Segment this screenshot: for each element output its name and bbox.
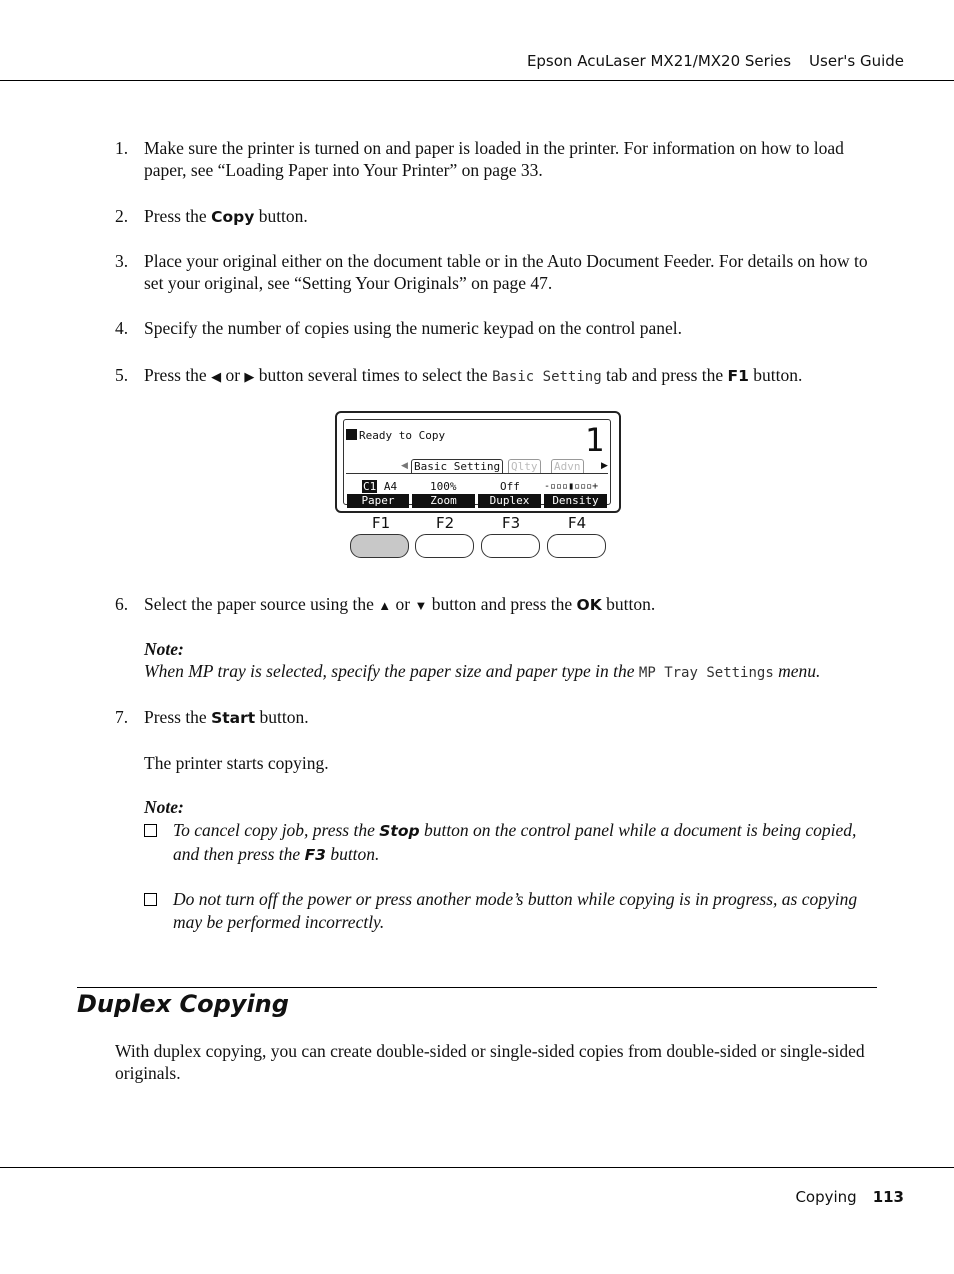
step-text: [144, 364, 880, 388]
ok-button-ref: OK: [576, 596, 602, 614]
step-text-pre: Press the: [144, 365, 212, 385]
bullet-text: Do not turn off the power or press another mode’s button while copying is in progress, as copying may be performed incorrectly.: [173, 889, 858, 932]
basic-setting-tab-ref: Basic Setting: [492, 369, 602, 385]
lcd-f3-label: Duplex: [478, 494, 541, 508]
step-7: [115, 706, 880, 774]
header-product: Epson AcuLaser MX21/MX20 Series: [526, 52, 792, 70]
step-text: [144, 205, 880, 228]
lcd-duplex-value: Off: [500, 480, 520, 493]
step-text: [144, 706, 880, 729]
step-number: 4.: [115, 318, 129, 338]
header-guide: User's Guide: [809, 52, 904, 70]
step-text-pre: Press the: [144, 206, 212, 226]
f4-key-label: F4: [568, 514, 587, 532]
note-bullet-2: [144, 888, 884, 934]
step-text: [144, 593, 880, 617]
lcd-copy-count: 1: [584, 421, 604, 459]
step-text-or: or: [221, 365, 245, 385]
lcd-status: [346, 429, 445, 442]
lcd-density-value: -▫▫▫▮▫▫▫+: [544, 481, 599, 492]
down-arrow-icon: ▼: [414, 598, 428, 613]
tray-badge: C1: [363, 480, 377, 493]
page-header: [0, 0, 954, 81]
mp-tray-settings-ref: MP Tray Settings: [638, 665, 774, 681]
note-bullet-1: [144, 819, 884, 867]
lcd-screen: [343, 419, 611, 505]
step-2: [115, 205, 880, 228]
step-text-post: button.: [255, 707, 309, 727]
lcd-tray-value: [362, 480, 397, 493]
note-mp-tray: [144, 638, 884, 684]
step-number: 6.: [115, 594, 129, 614]
paper-value: A4: [383, 480, 398, 493]
lcd-f4-label: Density: [544, 494, 607, 508]
step-text: Make sure the printer is turned on and paper is loaded in the printer. For information on how to load paper, see “Loading Paper into Your Printer” on page 33.: [144, 138, 844, 180]
copy-mode-icon: [346, 429, 357, 440]
lcd-tab-line: [346, 473, 608, 474]
f3-key-label: F3: [502, 514, 521, 532]
footer-rule: [0, 1167, 954, 1168]
step-text-post: button.: [748, 365, 803, 385]
up-arrow-icon: ▲: [378, 598, 392, 613]
lcd-zoom-value: 100%: [430, 480, 457, 493]
step-5: [115, 364, 880, 388]
step-1: [115, 137, 880, 181]
tab-left-arrow-icon: ◀: [401, 460, 408, 470]
step-text-mid: button and press the: [427, 594, 577, 614]
lcd-tab-advn: Advn: [551, 459, 584, 474]
note-text-post: menu.: [773, 661, 821, 681]
step-text: Specify the number of copies using the numeric keypad on the control panel.: [144, 318, 682, 338]
step-text-mid2: tab and press the: [601, 365, 728, 385]
stop-button-ref: Stop: [379, 822, 420, 840]
checkbox-bullet-icon: [144, 824, 157, 837]
f3-key: [481, 534, 540, 558]
lcd-frame: [335, 411, 621, 513]
note-text-pre: When MP tray is selected, specify the paper size and paper type in the: [144, 661, 639, 681]
step-number: 7.: [115, 707, 129, 727]
section-title: Duplex Copying: [77, 990, 289, 1018]
step-text-post: button.: [254, 206, 308, 226]
lcd-status-text: Ready to Copy: [359, 429, 446, 442]
note-copying: [144, 796, 884, 818]
f3-button-ref: F3: [304, 846, 326, 864]
step-3: [115, 250, 880, 294]
start-button-ref: Start: [211, 709, 256, 727]
lcd-tab-basic-setting: Basic Setting: [411, 459, 503, 474]
page-footer: [795, 1188, 904, 1206]
step-number: 5.: [115, 365, 129, 385]
step-number: 1.: [115, 138, 129, 158]
step-result: The printer starts copying.: [144, 753, 329, 773]
step-text-pre: Select the paper source using the: [144, 594, 379, 614]
footer-chapter: Copying: [795, 1188, 857, 1206]
tab-right-arrow-icon: ▶: [601, 460, 608, 470]
right-arrow-icon: ▶: [244, 369, 255, 384]
step-text-pre: Press the: [144, 707, 212, 727]
page-number: 113: [872, 1188, 904, 1206]
step-number: 3.: [115, 251, 129, 271]
f1-key: [350, 534, 409, 558]
step-6: [115, 593, 880, 617]
bullet-text: [173, 819, 884, 867]
section-rule: [77, 987, 877, 988]
left-arrow-icon: ◀: [211, 369, 222, 384]
step-text-post: button.: [601, 594, 656, 614]
copy-button-ref: Copy: [211, 208, 255, 226]
f1-button-ref: F1: [727, 367, 749, 385]
section-body: With duplex copying, you can create double-sided or single-sided copies from double-sided or single-sided originals.: [115, 1041, 865, 1083]
bullet-text-mid: button on the control panel while a document is being copied, and then press the: [173, 820, 857, 864]
f2-key: [415, 534, 474, 558]
step-text: Place your original either on the document table or in the Auto Document Feeder. For details on how to set your original, see “Setting Your Originals” on page 47.: [144, 251, 868, 293]
lcd-f1-label: Paper: [347, 494, 409, 508]
step-number: 2.: [115, 206, 129, 226]
f1-key-label: F1: [372, 514, 391, 532]
lcd-tab-qlty: Qlty: [508, 459, 541, 474]
control-panel-illustration: [335, 411, 621, 563]
step-4: [115, 317, 880, 339]
bullet-text-pre: To cancel copy job, press the: [173, 820, 380, 840]
step-text-mid: button several times to select the: [254, 365, 493, 385]
checkbox-bullet-icon: [144, 893, 157, 906]
lcd-f2-label: Zoom: [412, 494, 475, 508]
note-text: [144, 660, 884, 684]
bullet-text-post: button.: [325, 844, 380, 864]
step-text-or: or: [391, 594, 415, 614]
f4-key: [547, 534, 606, 558]
note-title: Note:: [144, 797, 184, 817]
note-title: Note:: [144, 639, 184, 659]
f2-key-label: F2: [436, 514, 455, 532]
header-text: [527, 52, 904, 70]
